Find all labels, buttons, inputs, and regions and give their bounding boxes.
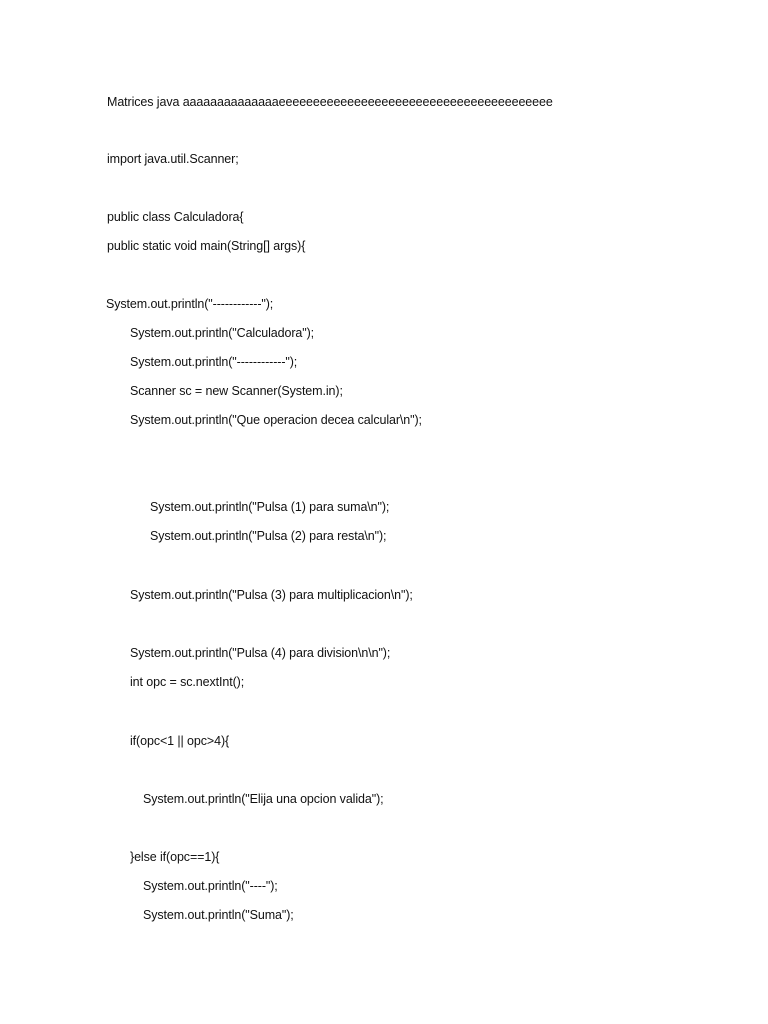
code-line: System.out.println("----"); [143,879,278,893]
code-line-import: import java.util.Scanner; [107,152,239,166]
code-line: System.out.println("Que operacion decea calcular\n"); [130,413,422,427]
code-line: }else if(opc==1){ [130,850,220,864]
code-line: System.out.println("Pulsa (2) para resta\n"); [150,529,387,543]
code-line: System.out.println("Pulsa (3) para multiplicacion\n"); [130,588,413,602]
code-line: if(opc<1 || opc>4){ [130,734,230,748]
code-line: System.out.println("Suma"); [143,908,294,922]
document-title: Matrices java aaaaaaaaaaaaaaeeeeeeeeeeeeeeeeeeeeeeeeeeeeeeeeeeeeeeee [107,95,553,109]
code-line: System.out.println("Pulsa (4) para division\n\n"); [130,646,391,660]
code-line: System.out.println("Calculadora"); [130,326,315,340]
code-line: Scanner sc = new Scanner(System.in); [130,384,343,398]
code-line: System.out.println("Elija una opcion valida"); [143,792,384,806]
code-line: int opc = sc.nextInt(); [130,675,245,689]
code-line: System.out.println("------------"); [130,355,298,369]
code-line-main: public static void main(String[] args){ [107,239,306,253]
code-line: System.out.println("Pulsa (1) para suma\n"); [150,500,390,514]
code-line: System.out.println("------------"); [106,297,274,311]
code-line-class: public class Calculadora{ [107,210,244,224]
